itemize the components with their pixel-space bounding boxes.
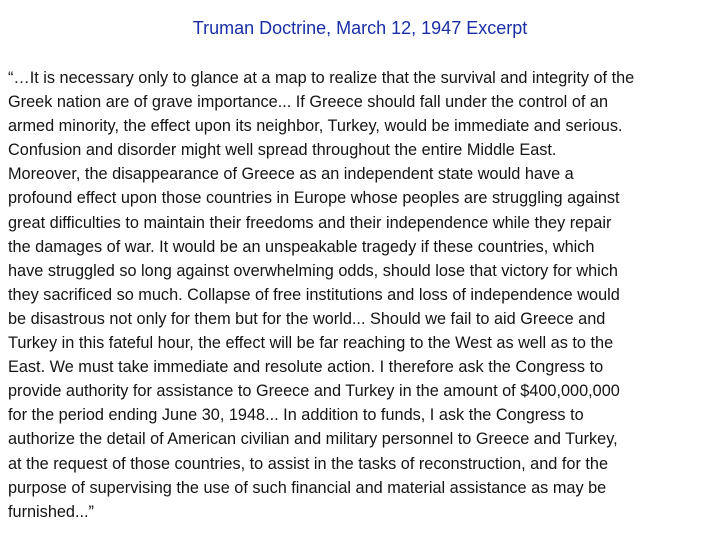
quote-line: armed minority, the effect upon its neighbor, Turkey, would be immediate and serious.	[8, 117, 623, 136]
quote-line: purpose of supervising the use of such financial and material assistance as may be	[8, 478, 607, 497]
quote-line: Greek nation are of grave importance... If Greece should fall under the control of an	[8, 93, 609, 112]
quote-line: furnished...”	[8, 502, 94, 521]
quote-line: East. We must take immediate and resolute action. I therefore ask the Congress to	[8, 358, 604, 377]
quote-line: for the period ending June 30, 1948... In addition to funds, I ask the Congress to	[8, 406, 584, 425]
quote-line: they sacrificed so much. Collapse of free institutions and loss of independence would	[8, 285, 620, 304]
quote-line: Turkey in this fateful hour, the effect will be far reaching to the West as well as to the	[8, 334, 614, 353]
quote-line: Moreover, the disappearance of Greece as an independent state would have a	[8, 165, 574, 184]
quote-line: have struggled so long against overwhelming odds, should lose that victory for which	[8, 261, 618, 280]
quote-line: at the request of those countries, to assist in the tasks of reconstruction, and for the	[8, 454, 609, 473]
slide-title: Truman Doctrine, March 12, 1947 Excerpt	[192, 18, 528, 38]
quote-line: authorize the detail of American civilian and military personnel to Greece and Turkey,	[8, 430, 618, 449]
quote-line: the damages of war. It would be an unspeakable tragedy if these countries, which	[8, 237, 595, 256]
quote-line: be disastrous not only for them but for the world... Should we fail to aid Greece and	[8, 309, 606, 328]
quote-line: “…It is necessary only to glance at a map to realize that the survival and integrity of the	[8, 69, 635, 87]
quote-line: profound effect upon those countries in Europe whose peoples are struggling against	[8, 189, 620, 208]
quote-line: great difficulties to maintain their freedoms and their independence while they repair	[8, 213, 612, 232]
quote-line: provide authority for assistance to Greece and Turkey in the amount of $400,000,000	[8, 382, 620, 401]
quote-excerpt	[8, 66, 714, 524]
quote-line: Confusion and disorder might well spread throughout the entire Middle East.	[8, 141, 557, 160]
